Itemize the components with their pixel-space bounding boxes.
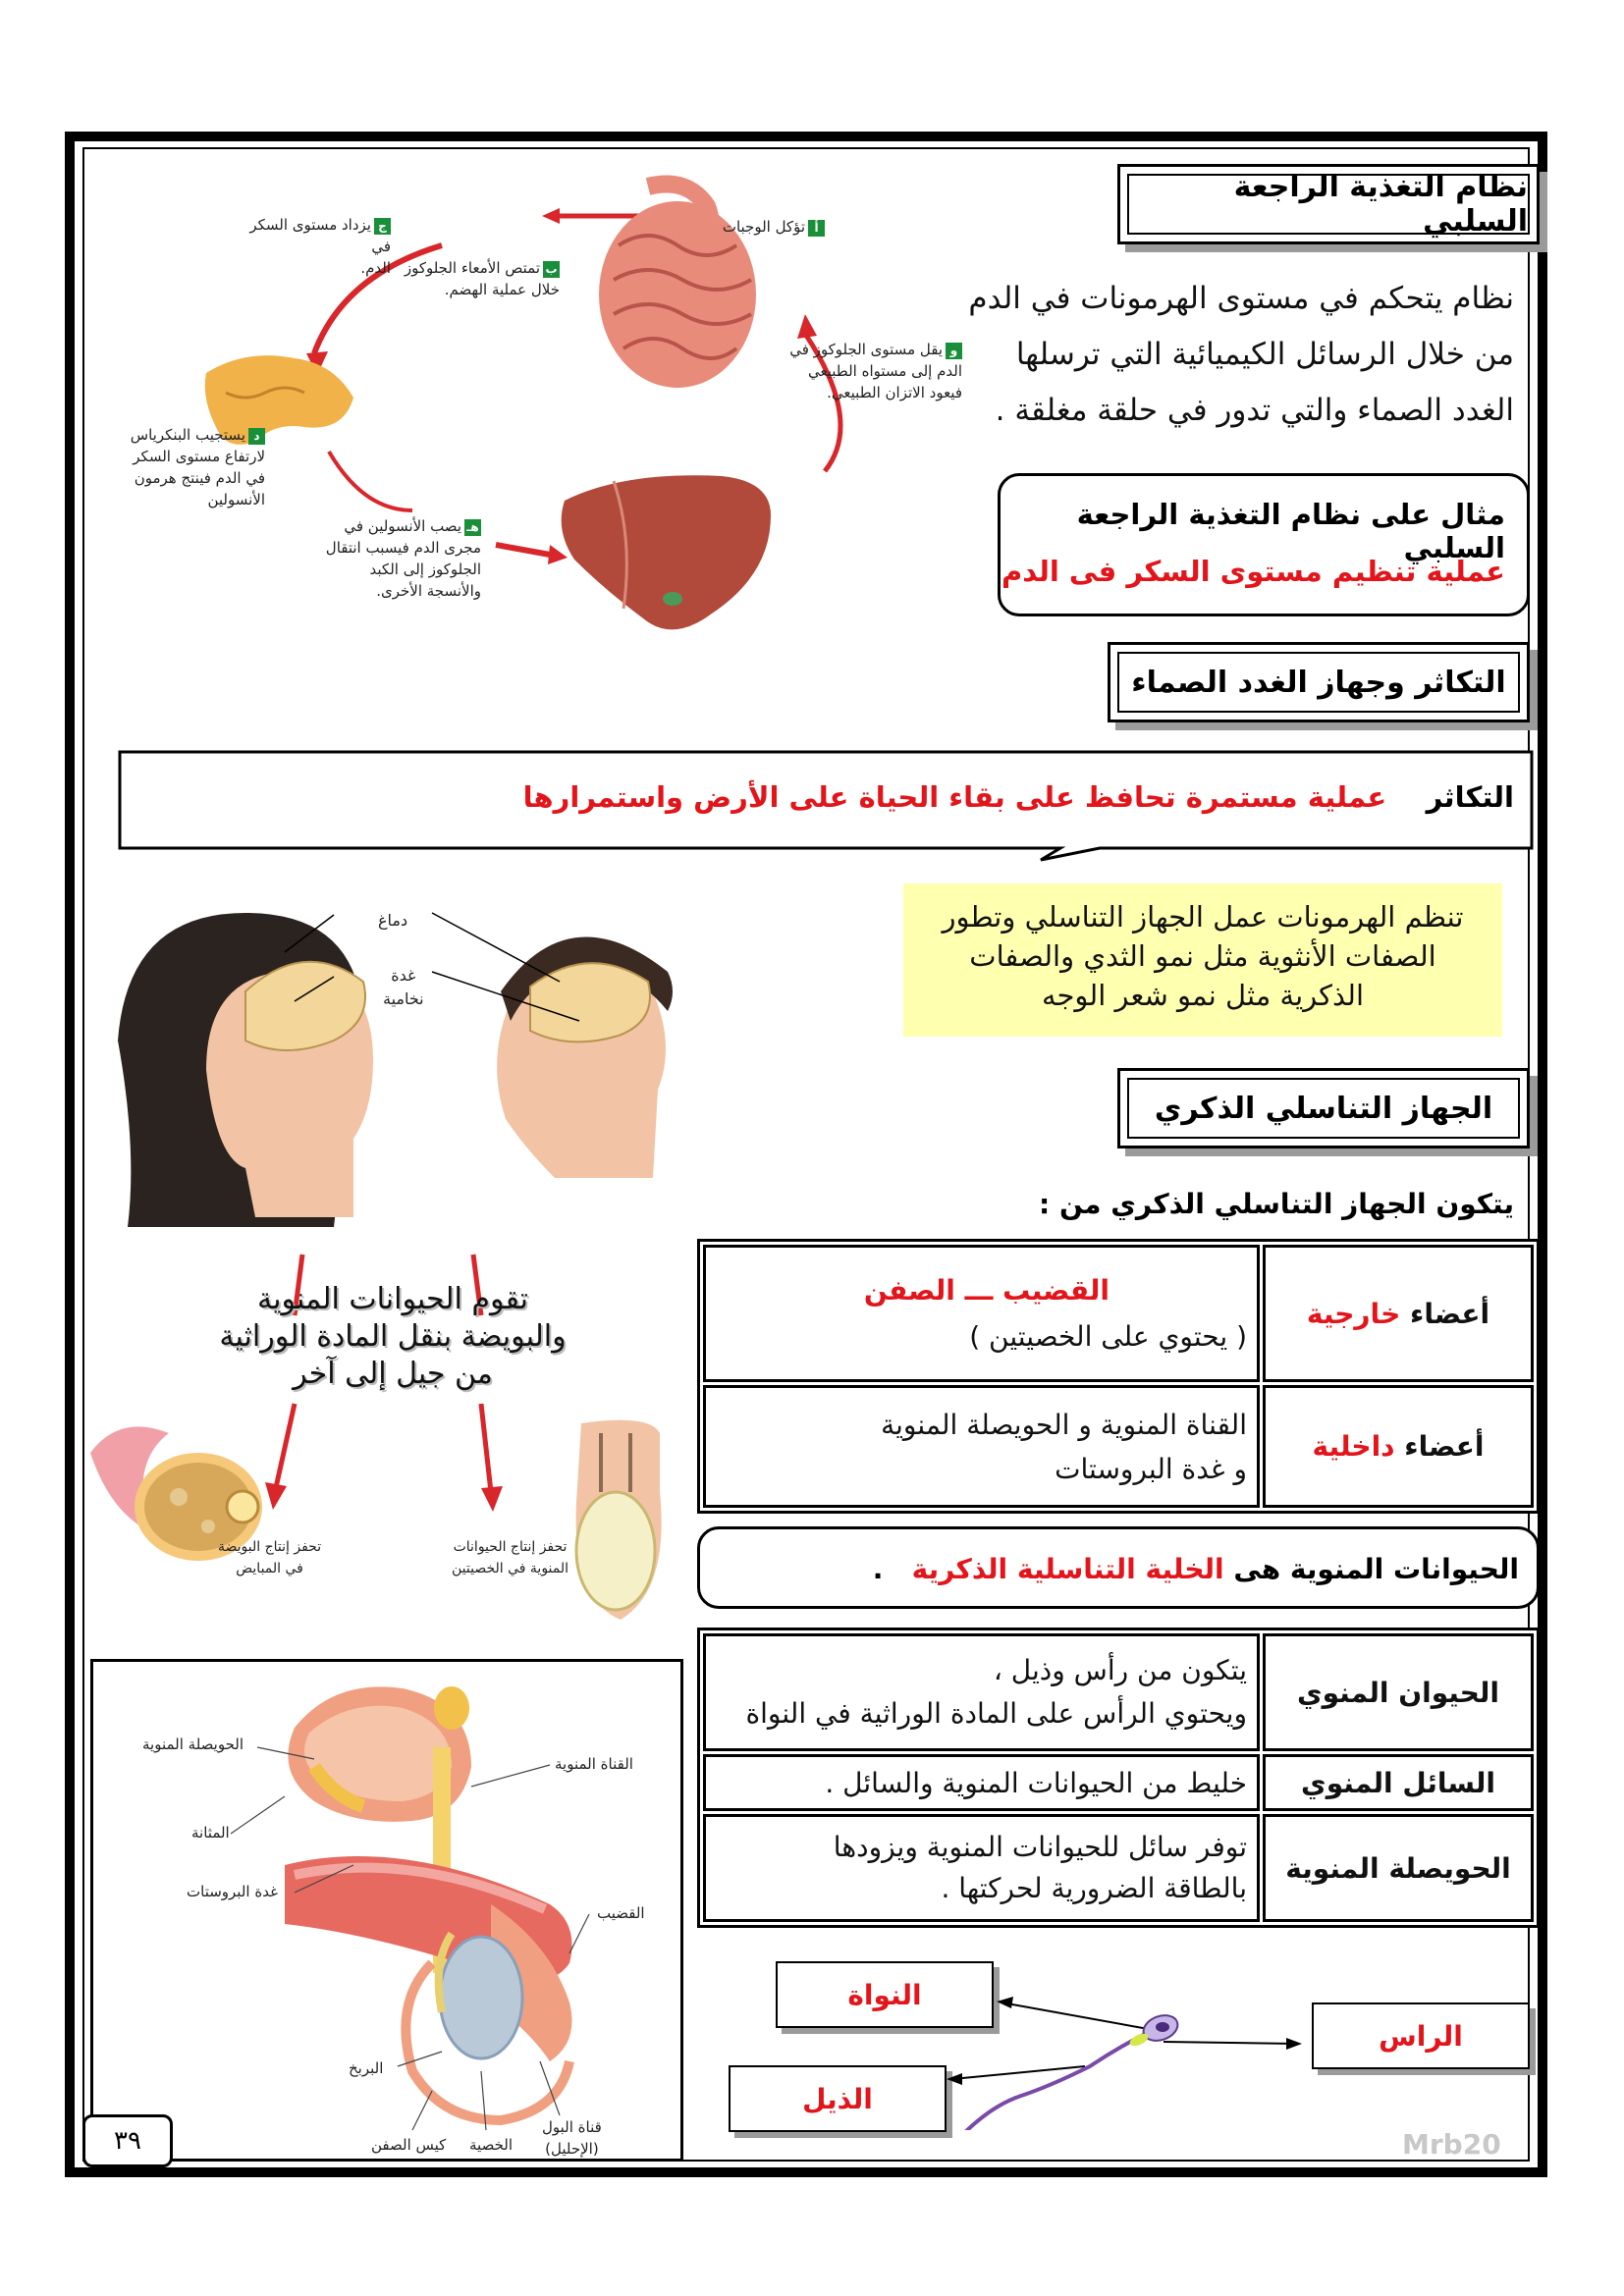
- sperm-statement-suffix: .: [872, 1553, 884, 1585]
- brain-label: دماغ: [378, 911, 408, 930]
- parts-row: [703, 1754, 1534, 1811]
- cycle-label-e: [314, 515, 481, 602]
- cycle-label-text: الجلوكوز إلى الكبد: [369, 561, 481, 578]
- parts-head: الحيوان المنوي: [1263, 1633, 1534, 1751]
- parts-cell-line: خليط من الحيوانات المنوية والسائل .: [825, 1766, 1247, 1799]
- reproduction-term: التكاثر: [1426, 780, 1514, 814]
- feedback-example-title: مثال على نظام التغذية الراجعة السلبي: [1076, 498, 1505, 564]
- organs-internal-line: القناة المنوية و الحويصلة المنوية: [881, 1408, 1247, 1441]
- sperm-statement-box: [697, 1526, 1540, 1609]
- cycle-label-text: الدم إلى مستواه الطبيعي: [808, 362, 962, 380]
- label-prostate: غدة البروستات: [187, 1883, 278, 1900]
- testis-illustration: [562, 1414, 670, 1629]
- feedback-title: نظام التغذية الراجعة السلبي: [1233, 170, 1528, 239]
- parts-cell-line: ويحتوي الرأس على المادة الوراثية في النواة: [745, 1697, 1247, 1730]
- parts-row: [703, 1633, 1534, 1751]
- cycle-badge: ب: [543, 261, 560, 278]
- liver-illustration: [562, 475, 771, 629]
- label-head: الراس: [1312, 2002, 1530, 2069]
- female-gonad-label-line: تحفز إنتاج البويضة: [218, 1539, 322, 1555]
- cycle-arrow-head: [548, 545, 568, 564]
- label-nucleus: النواة: [776, 1961, 994, 2028]
- parts-cell-line: يتكون من رأس وذيل ،: [993, 1654, 1247, 1686]
- hormone-note-line: الذكرية مثل نمو شعر الوجه: [1041, 979, 1365, 1012]
- heads-diagram: [98, 893, 707, 1266]
- feedback-definition-line: نظام يتحكم في مستوى الهرمونات في الدم: [968, 281, 1514, 316]
- feedback-example-text: عملية تنظيم مستوى السكر فى الدم: [1001, 555, 1505, 588]
- cycle-label-text: والأنسجة الأخرى.: [376, 582, 481, 600]
- organs-cell-internal: [703, 1385, 1260, 1508]
- feedback-example-box: [998, 473, 1530, 616]
- label-urethra-line: (الإحليل): [545, 2140, 599, 2158]
- female-head-illustration: [118, 913, 373, 1227]
- male-system-title-box: [1117, 1068, 1530, 1148]
- label-urethra-line: قناة البول: [542, 2118, 602, 2136]
- label-vas-deferens: القناة المنوية: [555, 1755, 633, 1773]
- male-head-illustration: [497, 936, 673, 1178]
- female-gonad-label: [218, 1536, 321, 1579]
- organs-head-colored: داخلية: [1312, 1430, 1395, 1463]
- cycle-badge: و: [946, 343, 962, 359]
- organs-head-prefix: أعضاء: [1404, 1430, 1485, 1463]
- cycle-label-d: [118, 424, 265, 510]
- cycle-label-text: تمتص الأمعاء الجلوكوز: [404, 259, 540, 277]
- organs-head-external: [1263, 1245, 1534, 1382]
- parts-row: [703, 1814, 1534, 1922]
- male-system-title: الجهاز التناسلي الذكري: [1154, 1091, 1493, 1126]
- cycle-arrow-head: [542, 208, 560, 224]
- cycle-badge: هـ: [464, 519, 481, 536]
- hormone-note-box: [903, 883, 1502, 1037]
- reproduction-definition: [523, 780, 1514, 814]
- parts-head: السائل المنوي: [1263, 1754, 1534, 1811]
- cycle-label-c: [234, 214, 391, 279]
- label-tail: الذيل: [729, 2065, 947, 2132]
- cycle-label-text: مجرى الدم فيسبب انتقال: [325, 539, 481, 557]
- cycle-badge: د: [248, 428, 265, 445]
- reproduction-title: التكاثر وجهاز الغدد الصماء: [1131, 665, 1506, 700]
- parts-head: الحويصلة المنوية: [1263, 1814, 1534, 1922]
- hormone-note-line: تنظم الهرمونات عمل الجهاز التناسلي وتطور: [942, 900, 1464, 934]
- cycle-label-f: [785, 339, 962, 403]
- sperm-illustration: [943, 1973, 1316, 2130]
- page-number: ٣٩: [82, 2114, 173, 2167]
- label-seminal-vesicle: الحويصلة المنوية: [142, 1735, 244, 1753]
- feedback-definition-line: الغدد الصماء والتي تدور في حلقة مغلقة .: [995, 393, 1514, 428]
- cycle-arrow-head: [797, 314, 817, 339]
- organs-row-external: [703, 1245, 1534, 1382]
- reproduction-title-box: [1108, 642, 1530, 722]
- gamete-note: [206, 1281, 579, 1393]
- label-testis: الخصية: [469, 2136, 513, 2154]
- sperm-statement: [873, 1553, 1519, 1585]
- parts-cell-line: توفر سائل للحيوانات المنوية ويزودها: [833, 1831, 1247, 1863]
- cycle-label-text: يستجيب البنكرياس: [130, 426, 245, 444]
- parts-cell: [703, 1754, 1260, 1811]
- organs-internal-line: و غدة البروستات: [1055, 1452, 1247, 1485]
- pituitary-label-line: غدة: [391, 966, 416, 985]
- cycle-label-text: تؤكل الوجبات: [722, 218, 805, 236]
- anatomy-leader-lines: [147, 1728, 658, 2140]
- cycle-arrow: [496, 545, 550, 555]
- organs-row-internal: [703, 1385, 1534, 1508]
- pituitary-label-line: نخامية: [383, 989, 424, 1008]
- feedback-title-box: [1117, 164, 1540, 244]
- gamete-note-line: والبويضة بنقل المادة الوراثية: [219, 1319, 567, 1354]
- cycle-label-a: [707, 216, 825, 238]
- label-epididymis: البربخ: [349, 2059, 384, 2077]
- parts-cell-line: بالطاقة الضرورية لحركتها .: [941, 1872, 1247, 1904]
- cycle-label-text: الدم.: [360, 259, 391, 277]
- organs-head-colored: خارجية: [1306, 1297, 1401, 1330]
- cycle-badge: أ: [808, 220, 825, 237]
- parts-cell: [703, 1633, 1260, 1751]
- sperm-statement-colored: الخلية التناسلية الذكرية: [911, 1553, 1224, 1585]
- pituitary-label: [383, 964, 424, 1011]
- watermark: Mrb20: [1402, 2128, 1501, 2161]
- organs-head-prefix: أعضاء: [1410, 1297, 1490, 1330]
- male-gonad-label-line: تحفز إنتاج الحيوانات: [453, 1539, 568, 1555]
- cycle-arrow: [329, 452, 412, 510]
- organs-table: [697, 1239, 1540, 1514]
- gamete-note-line: من جيل إلى آخر: [293, 1357, 493, 1391]
- cycle-label-text: يزداد مستوى السكر في: [249, 216, 391, 255]
- cycle-label-text: فيعود الاتزان الطبيعي.: [827, 384, 962, 401]
- organs-cell-external: [703, 1245, 1260, 1382]
- feedback-definition-line: من خلال الرسائل الكيميائية التي ترسلها: [1015, 337, 1514, 372]
- cycle-label-text: يصب الأنسولين في: [344, 517, 461, 535]
- male-gonad-label: [452, 1536, 568, 1579]
- sperm-statement-prefix: الحيوانات المنوية هى: [1233, 1553, 1519, 1585]
- feedback-definition: [964, 271, 1514, 439]
- cycle-label-text: يقل مستوى الجلوكوز في: [789, 341, 943, 358]
- parts-cell: [703, 1814, 1260, 1922]
- cycle-label-b: [393, 257, 560, 300]
- male-system-intro: يتكون الجهاز التناسلي الذكري من :: [1039, 1188, 1514, 1220]
- parts-table: [697, 1628, 1540, 1928]
- organs-head-internal: [1263, 1385, 1534, 1508]
- male-gonad-label-line: المنوية في الخصيتين: [452, 1561, 569, 1576]
- cycle-label-text: في الدم فينتج هرمون: [134, 469, 265, 487]
- label-scrotum: كيس الصفن: [371, 2136, 447, 2154]
- label-penis: القضيب: [597, 1904, 645, 1922]
- reproduction-definition-text: عملية مستمرة تحافظ على بقاء الحياة على الأرض واستمرارها: [522, 780, 1387, 814]
- cycle-badge: ج: [374, 218, 391, 235]
- label-bladder: المثانة: [191, 1824, 230, 1842]
- cycle-label-text: خلال عملية الهضم.: [444, 281, 560, 298]
- hormone-note-line: الصفات الأنثوية مثل نمو الثدي والصفات: [969, 939, 1436, 973]
- cycle-label-text: الأنسولين: [207, 491, 265, 508]
- cycle-label-text: لارتفاع مستوى السكر: [133, 448, 265, 465]
- organs-external-line: القضيب ـــ الصفن: [863, 1274, 1110, 1307]
- organs-external-line: ( يحتوي على الخصيتين ): [969, 1320, 1247, 1353]
- gamete-note-line: تقوم الحيوانات المنوية: [257, 1282, 528, 1316]
- female-gonad-label-line: في المبايض: [236, 1561, 303, 1576]
